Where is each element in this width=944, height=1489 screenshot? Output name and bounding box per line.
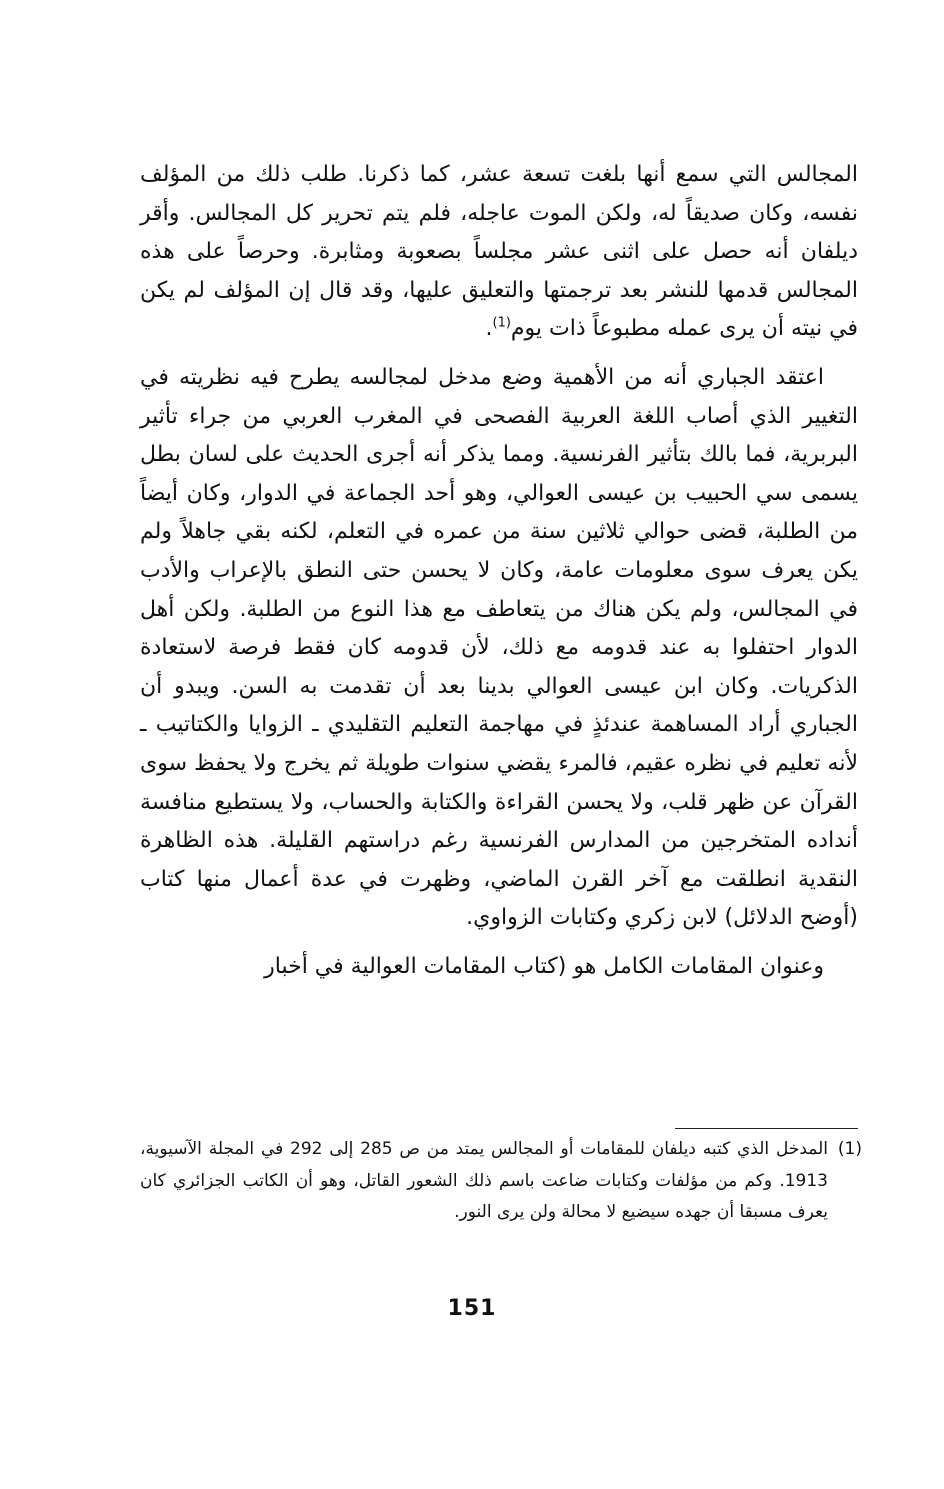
footnote-reference: (1) bbox=[492, 316, 511, 332]
footnote-marker: (1) bbox=[837, 1139, 862, 1159]
paragraph-1-text: المجالس التي سمع أنها بلغت تسعة عشر، كما ذكرنا. طلب ذلك من المؤلف نفسه، وكان صديقاً له، ولكن الموت عاجله، فلم يتم تحرير كل المجالس. وأقر ديلفان أنه حصل على اثنى عشر مجلساً بصعوبة ومثابرة. وحرصاً على هذه المجالس قدمها للنشر بعد ترجمتها والتعليق عليها، وقد قال إن المؤلف لم يكن في نيته أن يرى عمله مطبوعاً ذات يوم bbox=[140, 162, 858, 342]
body-text bbox=[140, 156, 858, 996]
footnote bbox=[140, 1134, 862, 1229]
footnote-separator bbox=[675, 1128, 858, 1129]
page-number: 151 bbox=[447, 1296, 497, 1321]
paragraph-1-end: . bbox=[485, 316, 493, 342]
paragraph-3: وعنوان المقامات الكامل هو (كتاب المقامات العوالية في أخبار bbox=[264, 953, 824, 979]
paragraph-2: اعتقد الجباري أنه من الأهمية وضع مدخل لمجالسه يطرح فيه نظريته في التغيير الذي أصاب اللغة العربية الفصحى في المغرب العربي من جراء تأثير البربرية، فما بالك بتأثير الفرنسية. ومما يذكر أنه أجرى الحديث على لسان بطل يسمى سي الحبيب بن عيسى العوالي، وهو أحد الجماعة في الدوار، وكان أيضاً من الطلبة، قضى حوالي ثلاثين سنة من عمره في التعلم، لكنه بقي جاهلاً ولم يكن يعرف سوى معلومات عامة، وكان لا يحسن حتى النطق بالإعراب والأدب في المجالس، ولم يكن هناك من يتعاطف مع هذا النوع من الطلبة. ولكن أهل الدوار احتفلوا به عند قدومه مع ذلك، لأن قدومه كان فقط فرصة لاستعادة الذكريات. وكان ابن عيسى العوالي بدينا بعد أن تقدمت به السن. ويبدو أن الجباري أراد المساهمة عندئذٍ في مهاجمة التعليم التقليدي ـ الزوايا والكتاتيب ـ لأنه تعليم في نظره عقيم، فالمرء يقضي سنوات طويلة ثم يخرج ولا يحفظ سوى القرآن عن ظهر قلب، ولا يحسن القراءة والكتابة والحساب، ولا يستطيع منافسة أنداده المتخرجين من المدارس الفرنسية رغم دراستهم القليلة. هذه الظاهرة النقدية انطلقت مع آخر القرن الماضي، وظهرت في عدة أعمال منها كتاب (أوضح الدلائل) لابن زكري وكتابات الزواوي. bbox=[140, 364, 858, 931]
paragraph-1 bbox=[140, 156, 858, 349]
footnote-text: المدخل الذي كتبه ديلفان للمقامات أو المجالس يمتد من ص 285 إلى 292 في المجلة الآسيوية، 1913. وكم من مؤلفات وكتابات ضاعت باسم ذلك الشعور القاتل، وهو أن الكاتب الجزائري كان يعرف مسبقا أن جهده سيضيع لا محالة ولن يرى النور. bbox=[140, 1139, 828, 1222]
